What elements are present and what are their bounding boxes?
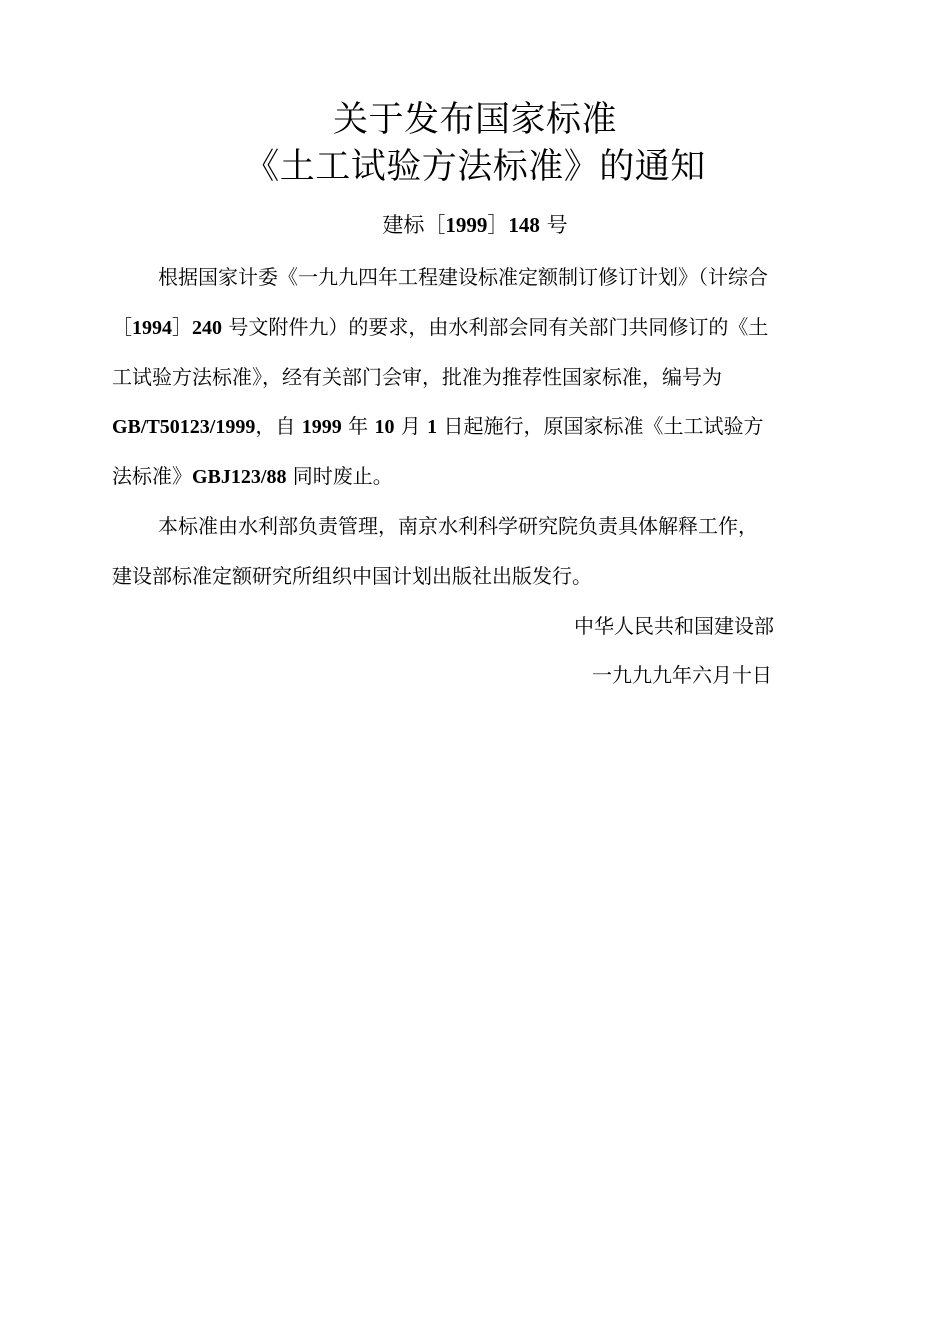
bracket-open: ［ (112, 315, 132, 339)
notice-title-line1: 关于发布国家标准 (332, 100, 617, 140)
text-fragment: 法标准》 (112, 464, 192, 488)
text-fragment: 同时废止。 (286, 464, 393, 488)
paragraph2-line2: 建设部标准定额研究所组织中国计划出版社出版发行。 (112, 564, 592, 588)
document-number (0, 210, 950, 240)
paragraph1-line3: 工试验方法标准》，经有关部门会审，批准为推荐性国家标准，编号为 (112, 365, 722, 389)
signature-organization: 中华人民共和国建设部 (574, 614, 774, 638)
effective-year: 1999 (301, 416, 342, 438)
paragraph1-line1: 根据国家计委《一九九四年工程建设标准定额制订修订计划》（计综合 (158, 265, 768, 289)
paragraph1-line5 (112, 461, 852, 492)
notice-title-line2: 《土工试验方法标准》的通知 (244, 147, 706, 187)
standard-code: GB/T50123/1999 (112, 416, 256, 438)
signature-date: 一九九九年六月十日 (592, 663, 772, 687)
text-fragment: 日起施行，原国家标准《土工试验方 (437, 414, 764, 438)
paragraph1-line2-text: 号文附件九）的要求，由水利部会同有关部门共同修订的《土 (222, 315, 769, 339)
effective-day: 1 (427, 416, 438, 438)
doc-number-prefix: 建标［ (382, 213, 446, 237)
doc-number-suffix: 号 (539, 213, 568, 237)
paragraph2-line1: 本标准由水利部负责管理，南京水利科学研究院负责具体解释工作， (158, 514, 758, 538)
ref-year: 1994 (132, 317, 172, 339)
old-standard-code: GBJ123/88 (192, 466, 287, 488)
doc-number-bracket: ］ (487, 213, 509, 237)
text-fragment: 月 (394, 414, 428, 438)
effective-month: 10 (374, 416, 395, 438)
bracket-close: ］ (172, 315, 192, 339)
doc-number-num: 148 (508, 213, 540, 237)
paragraph1-line4 (112, 411, 852, 442)
paragraph1-line2 (112, 312, 852, 343)
ref-number: 240 (192, 317, 222, 339)
text-fragment: 年 (341, 414, 375, 438)
doc-number-year: 1999 (445, 213, 488, 237)
text-fragment: ，自 (255, 414, 302, 438)
